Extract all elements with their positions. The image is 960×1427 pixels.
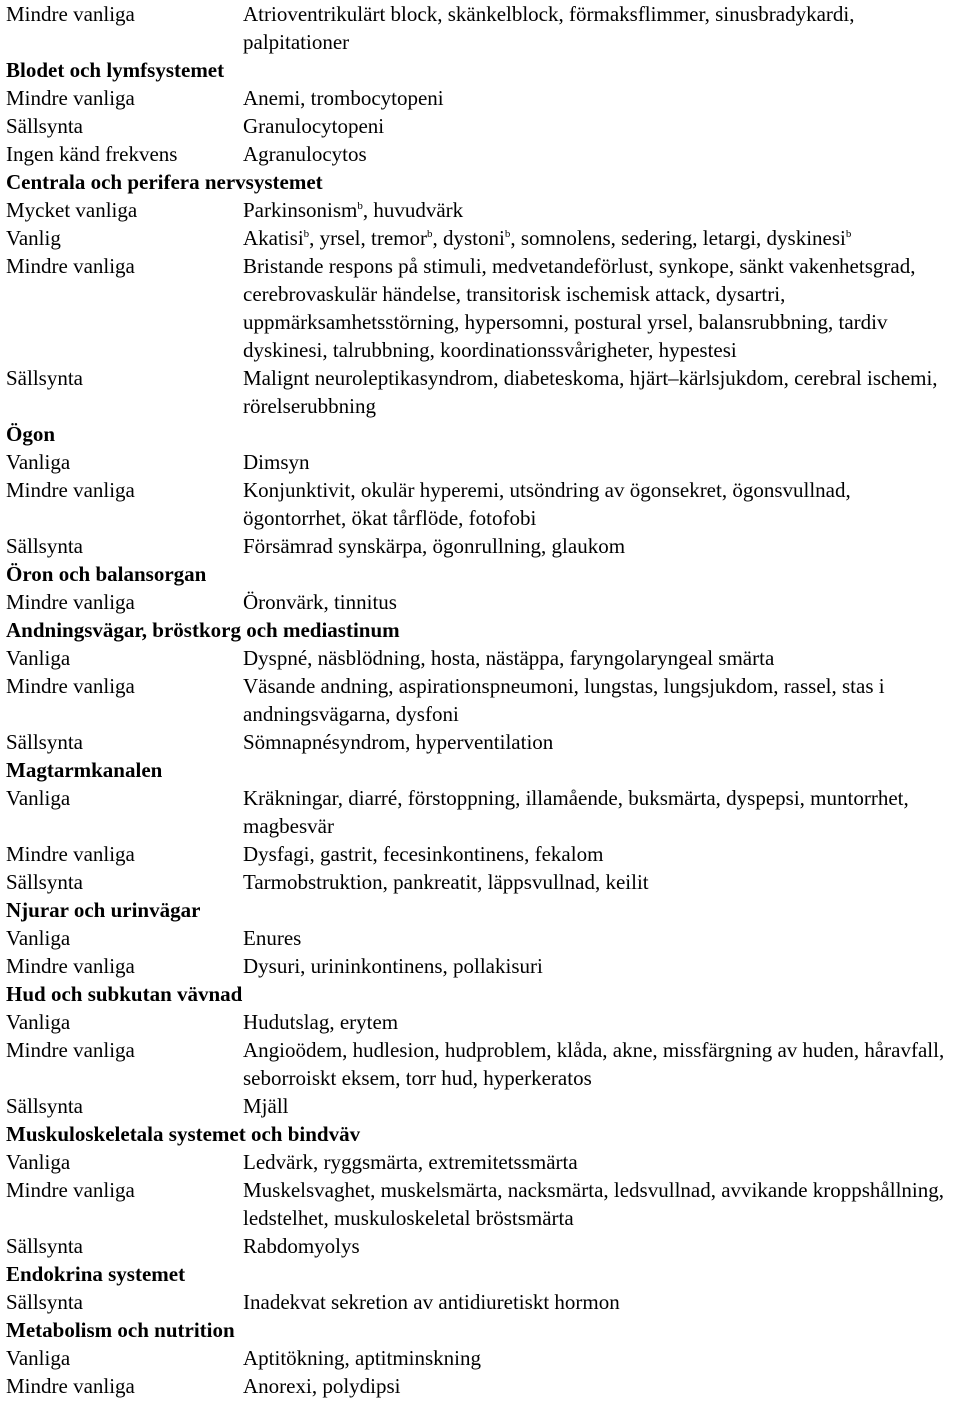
effect-text: Atrioventrikulärt block, skänkelblock, förmaksflimmer, sinusbradykardi, palpitationer <box>243 2 855 54</box>
adverse-effects-text <box>243 672 958 728</box>
frequency-row <box>6 252 960 364</box>
adverse-effects-text <box>243 1232 958 1260</box>
frequency-row <box>6 84 960 112</box>
frequency-row <box>6 1148 960 1176</box>
effect-text: Enures <box>243 926 302 950</box>
effect-text: , dystoni <box>432 226 505 250</box>
effect-text: Öronvärk, tinnitus <box>243 590 397 614</box>
adverse-effects-text <box>243 224 958 252</box>
organ-class-section <box>6 168 960 420</box>
adverse-effects-text <box>243 1372 958 1400</box>
section-heading: Muskuloskeletala systemet och bindväv <box>6 1122 361 1146</box>
frequency-label: Sällsynta <box>6 730 83 754</box>
frequency-row <box>6 1372 960 1400</box>
section-heading: Hud och subkutan vävnad <box>6 982 243 1006</box>
section-heading: Öron och balansorgan <box>6 562 207 586</box>
effect-text: , somnolens, sedering, letargi, dyskinesi <box>510 226 846 250</box>
frequency-row <box>6 840 960 868</box>
section-heading: Metabolism och nutrition <box>6 1318 235 1342</box>
section-heading: Andningsvägar, bröstkorg och mediastinum <box>6 618 400 642</box>
footnote-marker: b <box>426 228 433 240</box>
organ-class-section <box>6 1120 960 1260</box>
footnote-marker: b <box>504 228 511 240</box>
section-heading: Centrala och perifera nervsystemet <box>6 170 323 194</box>
frequency-label: Mindre vanliga <box>6 478 135 502</box>
frequency-row <box>6 924 960 952</box>
frequency-row <box>6 672 960 728</box>
frequency-label: Mindre vanliga <box>6 842 135 866</box>
frequency-label: Mindre vanliga <box>6 86 135 110</box>
frequency-row <box>6 784 960 840</box>
effect-text: Anorexi, polydipsi <box>243 1374 401 1398</box>
frequency-row <box>6 364 960 420</box>
organ-class-section <box>6 560 960 616</box>
frequency-label: Vanliga <box>6 1010 71 1034</box>
effect-text: Rabdomyolys <box>243 1234 360 1258</box>
effect-text: Malignt neuroleptikasyndrom, diabeteskoma, hjärt–kärlsjukdom, cerebral ischemi, rörelserubbning <box>243 366 938 418</box>
adverse-effects-text <box>243 140 958 168</box>
effect-text: Kräkningar, diarré, förstoppning, illamående, buksmärta, dyspepsi, muntorrhet, magbesvär <box>243 786 909 838</box>
effect-text: Dyspné, näsblödning, hosta, nästäppa, faryngolaryngeal smärta <box>243 646 775 670</box>
frequency-label: Mindre vanliga <box>6 2 135 26</box>
frequency-label: Mindre vanliga <box>6 1178 135 1202</box>
effect-text: Akatisi <box>243 226 304 250</box>
effect-text: , yrsel, tremor <box>309 226 427 250</box>
frequency-row <box>6 588 960 616</box>
adverse-effects-text <box>243 112 958 140</box>
effect-text: Konjunktivit, okulär hyperemi, utsöndring av ögonsekret, ögonsvullnad, ögontorrhet, ökat tårflöde, fotofobi <box>243 478 851 530</box>
effect-text: Aptitökning, aptitminskning <box>243 1346 482 1370</box>
frequency-label: Mindre vanliga <box>6 254 135 278</box>
section-heading: Ögon <box>6 422 56 446</box>
effect-text: Bristande respons på stimuli, medvetandeförlust, synkope, sänkt vakenhetsgrad, cerebrovaskulär händelse, transitorisk ischemisk attack, dysartri, uppmärksamhetsstörning, hypersomni, postural yrsel, balansrubbning, tardiv dyskinesi, talrubbning, koordinationssvårigheter, hypestesi <box>243 254 916 362</box>
adverse-effects-text <box>243 1288 958 1316</box>
adverse-effects-text <box>243 1148 958 1176</box>
frequency-row <box>6 644 960 672</box>
adverse-effects-text <box>243 784 958 840</box>
frequency-label: Vanlig <box>6 226 61 250</box>
frequency-row <box>6 1288 960 1316</box>
frequency-row <box>6 0 960 56</box>
organ-class-section <box>6 56 960 168</box>
frequency-label: Sällsynta <box>6 534 83 558</box>
frequency-row <box>6 224 960 252</box>
frequency-row <box>6 532 960 560</box>
footnote-marker: b <box>845 228 852 240</box>
section-heading: Endokrina systemet <box>6 1262 186 1286</box>
adverse-effects-text <box>243 196 958 224</box>
frequency-label: Mindre vanliga <box>6 954 135 978</box>
effect-text: Sömnapnésyndrom, hyperventilation <box>243 730 554 754</box>
effect-text: Dysuri, urininkontinens, pollakisuri <box>243 954 543 978</box>
frequency-row <box>6 112 960 140</box>
adverse-effects-text <box>243 1036 958 1092</box>
effect-text: Ledvärk, ryggsmärta, extremitetssmärta <box>243 1150 578 1174</box>
adverse-effects-text <box>243 1008 958 1036</box>
effect-text: Försämrad synskärpa, ögonrullning, glaukom <box>243 534 626 558</box>
frequency-label: Vanliga <box>6 1346 71 1370</box>
effect-text: Väsande andning, aspirationspneumoni, lungstas, lungsjukdom, rassel, stas i andningsvägarna, dysfoni <box>243 674 885 726</box>
organ-class-section <box>6 420 960 560</box>
effect-text: Angioödem, hudlesion, hudproblem, klåda, akne, missfärgning av huden, håravfall, seborroiskt eksem, torr hud, hyperkeratos <box>243 1038 945 1090</box>
effect-text: , huvudvärk <box>362 198 464 222</box>
adverse-effects-text <box>243 924 958 952</box>
effect-text: Tarmobstruktion, pankreatit, läppsvullnad, keilit <box>243 870 649 894</box>
frequency-row <box>6 868 960 896</box>
section-heading: Njurar och urinvägar <box>6 898 201 922</box>
frequency-label: Mindre vanliga <box>6 1374 135 1398</box>
organ-class-section <box>6 1260 960 1316</box>
frequency-row <box>6 1008 960 1036</box>
adverse-effects-text <box>243 588 958 616</box>
adverse-effects-text <box>243 84 958 112</box>
adverse-effects-text <box>243 0 958 56</box>
effect-text: Mjäll <box>243 1094 289 1118</box>
adverse-effects-text <box>243 448 958 476</box>
frequency-label: Sällsynta <box>6 870 83 894</box>
adverse-effects-text <box>243 728 958 756</box>
frequency-row <box>6 140 960 168</box>
footnote-marker: b <box>303 228 310 240</box>
organ-class-section <box>6 980 960 1120</box>
frequency-label: Vanliga <box>6 450 71 474</box>
frequency-label: Sällsynta <box>6 114 83 138</box>
adverse-effects-text <box>243 952 958 980</box>
organ-class-section <box>6 896 960 980</box>
frequency-row <box>6 1092 960 1120</box>
frequency-label: Sällsynta <box>6 1094 83 1118</box>
adverse-effects-text <box>243 1092 958 1120</box>
effect-text: Dysfagi, gastrit, fecesinkontinens, fekalom <box>243 842 604 866</box>
effect-text: Dimsyn <box>243 450 310 474</box>
effect-text: Inadekvat sekretion av antidiuretiskt hormon <box>243 1290 620 1314</box>
frequency-row <box>6 1344 960 1372</box>
adverse-effects-text <box>243 1344 958 1372</box>
frequency-label: Mindre vanliga <box>6 674 135 698</box>
effect-text: Agranulocytos <box>243 142 367 166</box>
frequency-row <box>6 1036 960 1092</box>
frequency-row <box>6 952 960 980</box>
effect-text: Parkinsonism <box>243 198 358 222</box>
frequency-row <box>6 476 960 532</box>
frequency-label: Sällsynta <box>6 1290 83 1314</box>
adverse-effects-text <box>243 868 958 896</box>
organ-class-section <box>6 756 960 896</box>
footnote-marker: b <box>357 200 363 212</box>
frequency-row <box>6 728 960 756</box>
frequency-label: Vanliga <box>6 646 71 670</box>
frequency-label: Vanliga <box>6 926 71 950</box>
adverse-effects-text <box>243 364 958 420</box>
frequency-label: Sällsynta <box>6 1234 83 1258</box>
frequency-row <box>6 448 960 476</box>
adverse-effects-text <box>243 532 958 560</box>
adverse-effects-text <box>243 252 958 364</box>
frequency-label: Mindre vanliga <box>6 1038 135 1062</box>
adverse-effects-text <box>243 476 958 532</box>
frequency-label: Vanliga <box>6 786 71 810</box>
organ-class-section <box>6 616 960 756</box>
frequency-label: Sällsynta <box>6 366 83 390</box>
adverse-effects-text <box>243 840 958 868</box>
frequency-row <box>6 196 960 224</box>
adverse-effects-text <box>243 644 958 672</box>
organ-class-section <box>6 1316 960 1400</box>
organ-class-section <box>6 0 960 56</box>
frequency-row <box>6 1232 960 1260</box>
effect-text: Anemi, trombocytopeni <box>243 86 444 110</box>
effect-text: Hudutslag, erytem <box>243 1010 399 1034</box>
adverse-effects-text <box>243 1176 958 1232</box>
effect-text: Muskelsvaghet, muskelsmärta, nacksmärta, ledsvullnad, avvikande kroppshållning, ledstelhet, muskuloskeletal bröstsmärta <box>243 1178 945 1230</box>
section-heading: Magtarmkanalen <box>6 758 163 782</box>
section-heading: Blodet och lymfsystemet <box>6 58 225 82</box>
frequency-label: Vanliga <box>6 1150 71 1174</box>
frequency-label: Ingen känd frekvens <box>6 142 178 166</box>
effect-text: Granulocytopeni <box>243 114 385 138</box>
frequency-row <box>6 1176 960 1232</box>
frequency-label: Mycket vanliga <box>6 198 138 222</box>
frequency-label: Mindre vanliga <box>6 590 135 614</box>
